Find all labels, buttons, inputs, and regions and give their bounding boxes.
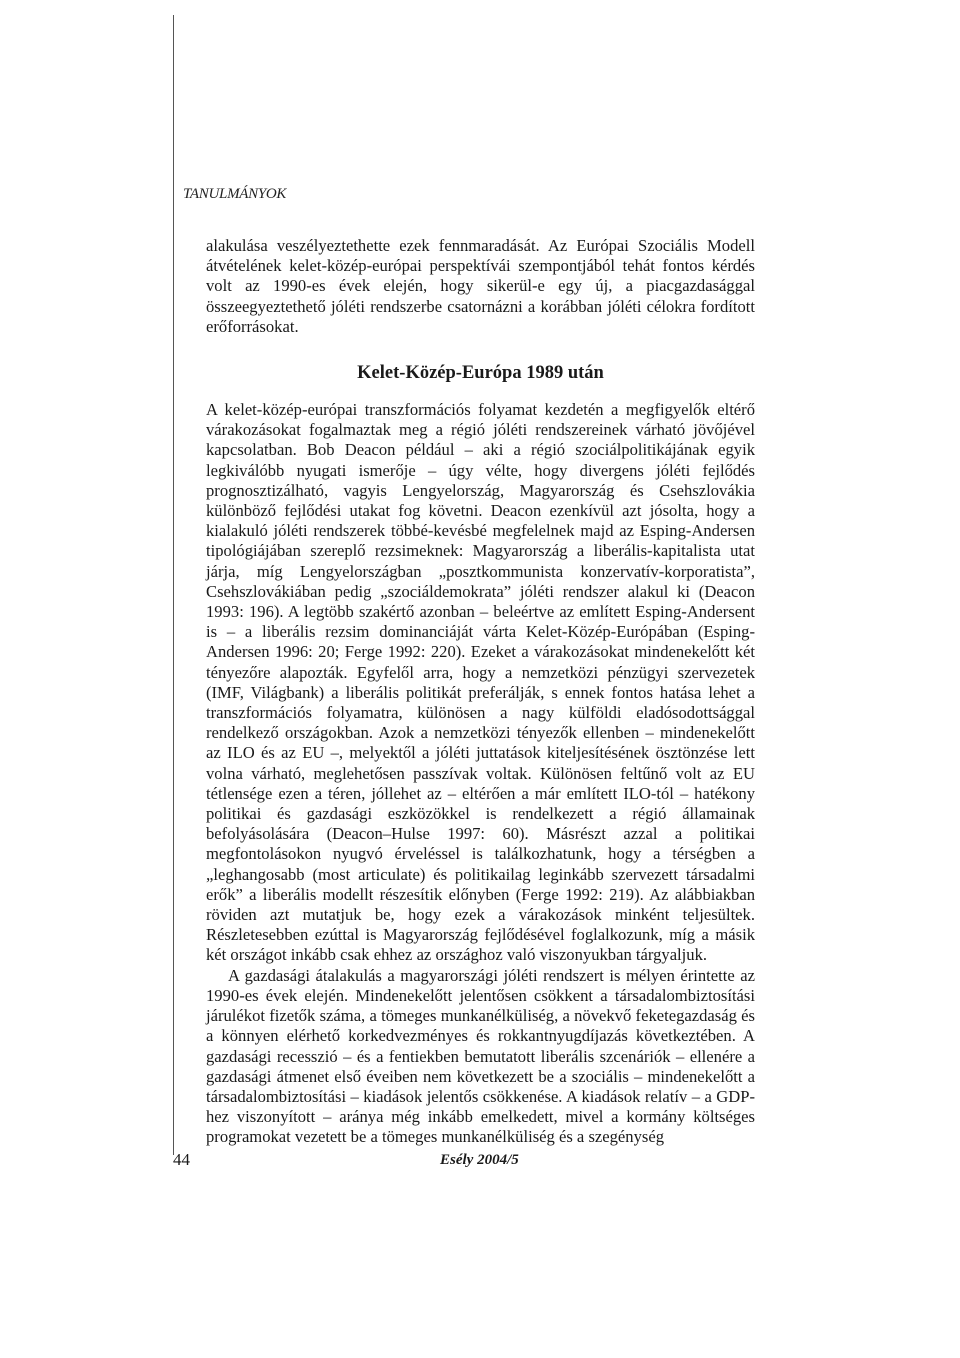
journal-footer: Esély 2004/5: [440, 1152, 519, 1168]
page-number: 44: [173, 1150, 190, 1169]
intro-paragraph: alakulása veszélyeztethette ezek fennmaradását. Az Európai Szociális Modell átvételének kelet-közép-európai perspektívái szempontjából tehát fontos kérdés volt az 1990-es évek elején, hogy sikerül-e egy új, a piacgazdasággal összeegyeztethető jóléti rendszerbe csatornázni a korábban jóléti célokra fordított erőforrásokat.: [206, 236, 755, 336]
section-paragraph-1: A kelet-közép-európai transzformációs folyamat kezdetén a megfigyelők eltérő várakozásokat fogalmaztak meg a régió jóléti rendszereinek várható jövőjével kapcsolatban. Bob Deacon például – aki a régió szociálpolitikájának egyik legkiválóbb nyugati ismerője – úgy vélte, hogy divergens jóléti fejlődés prognosztizálható, vagyis Lengyelország, Magyarország és Csehszlovákia különböző fejlődési utakat fog követni. Deacon ezenkívül azt jósolta, hogy a kialakuló jóléti rendszerek többé-kevésbé megfelelnek majd az Esping-Andersen tipológiájában szereplő rezsimeknek: Magyarország a liberális-kapitalista utat járja, míg Lengyelországban „posztkommunista konzervatív-korporatista”, Csehszlovákiában pedig „szociáldemokrata” jóléti rendszer alakul ki (Deacon 1993: 196). A legtöbb szakértő azonban – beleértve az említett Esping-Andersent is – a liberális rezsim dominanciáját várta Kelet-Közép-Európában (Esping-Andersen 1996: 20; Ferge 1992: 220). Ezeket a várakozásokat mindenekelőtt két tényezőre alapozták. Egyfelől arra, hogy a nemzetközi pénzügyi szervezetek (IMF, Világbank) a liberális politikát preferálják, s ennek fontos hatása lehet a transzformációs folyamatra, különösen a nagy külföldi eladósodottsággal rendelkező országokban. Azok a nemzetközi tényezők ellenben – mindenekelőtt az ILO és az EU –, melyektől a jóléti juttatások kiteljesítésének ösztönzése lett volna várható, meglehetősen passzívak voltak. Különösen feltűnő volt az EU tétlensége ezen a téren, jóllehet az – eltérően a már említett ILO-tól – hatékony politikai és gazdasági eszközökkel is rendelkezett a régió államainak befolyásolására (Deacon–Hulse 1997: 60). Másrészt azzal a politikai megfontolásokon nyugvó érveléssel is találkozhatunk, hogy a térségben a „leghangosabb (most articulate) és politikailag leginkább szervezett társadalmi erők” a liberális modellt részesítik előnyben (Ferge 1992: 219). Az alábbiakban röviden azt mutatjuk be, hogy ezek a várakozások minként teljesültek. Részletesebben ezúttal is Magyarország fejlődésével foglalkozunk, míg a másik két országot inkább csak ehhez az országhoz való viszonyukban tárgyaljuk.: [206, 400, 755, 965]
margin-rule: [173, 15, 174, 1155]
running-head: TANULMÁNYOK: [183, 186, 287, 202]
section-title: Kelet-Közép-Európa 1989 után: [357, 363, 604, 383]
intro-text-block: [206, 236, 755, 337]
section-text-block: [206, 400, 755, 1148]
section-paragraph-2: A gazdasági átalakulás a magyarországi jóléti rendszert is mélyen érintette az 1990-es évek elején. Mindenekelőtt jelentősen csökkent a társadalombiztosítási járulékot fizetők száma, a tömeges munkanélküliség, a növekvő feketegazdaság és a könnyen elérhető korkedvezményes és rokkantnyugdíjazás következtében. A gazdasági recesszió – és a fentiekben bemutatott liberális szcenáriók – ellenére a gazdasági átmenet első éveiben nem következett be a szociális – mindenekelőtt a társadalombiztosítási – kiadások jelentős csökkenése. A kiadások relatív – a GDP-hez viszonyított – aránya még inkább emelkedett, mivel a kormány költséges programokat vezetett be a tömeges munkanélküliség és a szegénység: [206, 965, 755, 1147]
